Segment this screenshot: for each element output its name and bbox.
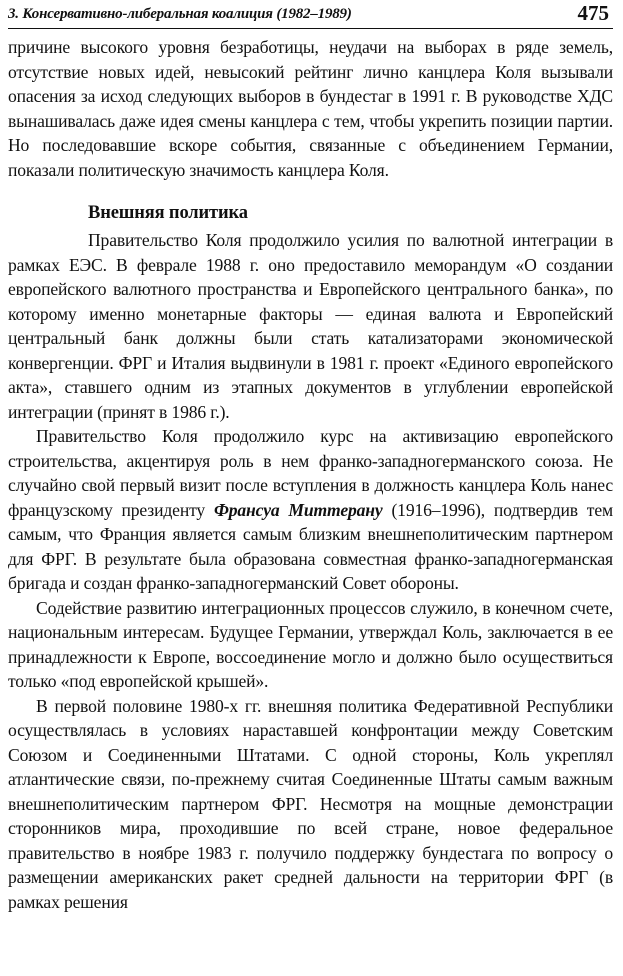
section-heading: Внешняя политика [88,203,248,223]
paragraph-national-interests: Содействие развитию интеграционных процессов служило, в конечном счете, национальным интересам. Будущее Германии, утверждал Коль, заключается в ее принадлежности к Европе, воссоединение могло и должно было осуществиться только «под европейской крышей». [8,597,613,691]
person-name-mitterrand: Франсуа Миттерану [213,499,383,520]
running-header [8,0,613,29]
paragraph-text-before-name: Правительство Коля продолжило курс на активизацию европейского строительства, акцентируя роль в нем франко-западногерманского союза. Не случайно свой первый визит после вступления в должность канцлера Коль нанес французскому президенту [8,426,613,520]
page-number: 475 [577,1,609,25]
paragraph-text-after-name: (1916–1996), подтвердив тем самым, что Франция является самым близким внешнеполитическим партнером для ФРГ. В результате была образована совместная франко-западногерманская бригада и создан франко-западногерманский Совет обороны. [8,499,613,593]
chapter-title: 3. Консервативно-либеральная коалиция (1982–1989) [8,6,352,22]
paragraph-franco-german [8,424,613,596]
paragraph-currency-integration: Правительство Коля продолжило усилия по валютной интеграции в рамках ЕЭС. В феврале 1988 г. оно предоставило меморандум «О создании европейского валютного пространства и Европейского центрального банка», по которому именно монетарные факторы — единая валюта и Европейский центральный банк должны были стать катализаторами экономической конвергенции. ФРГ и Италия выдвинули в 1981 г. проект «Единого европейского акта», ставшего одним из этапных документов в углублении европейской интеграции (принят в 1986 г.). [8,230,613,422]
paragraph-continued: причине высокого уровня безработицы, неудачи на выборах в ряде земель, отсутствие новых идей, невысокий рейтинг лично канцлера Коля вызывали опасения за исход следующих выборов в бундестаг в 1991 г. В руководстве ХДС вынашивалась даже идея смены канцлера с тем, чтобы укрепить позиции партии. Но последовавшие вскоре события, связанные с объединением Германии, показали политическую значимость канцлера Коля. [8,37,613,180]
paragraph-foreign-policy-1980s: В первой половине 1980-х гг. внешняя политика Федеративной Республики осуществлялась в условиях нараставшей конфронтации между Советским Союзом и Соединенными Штатами. С одной стороны, Коль укреплял атлантические связи, по-прежнему считая Соединенные Штаты самым важным внешнеполитическим партнером ФРГ. Несмотря на мощные демонстрации сторонников мира, проходившие по всей стране, новое федеральное правительство в ноябре 1983 г. получило поддержку бундестага по вопросу о размещении американских ракет средней дальности на территории ФРГ (в рамках решения [8,695,613,912]
main-text [8,35,613,914]
